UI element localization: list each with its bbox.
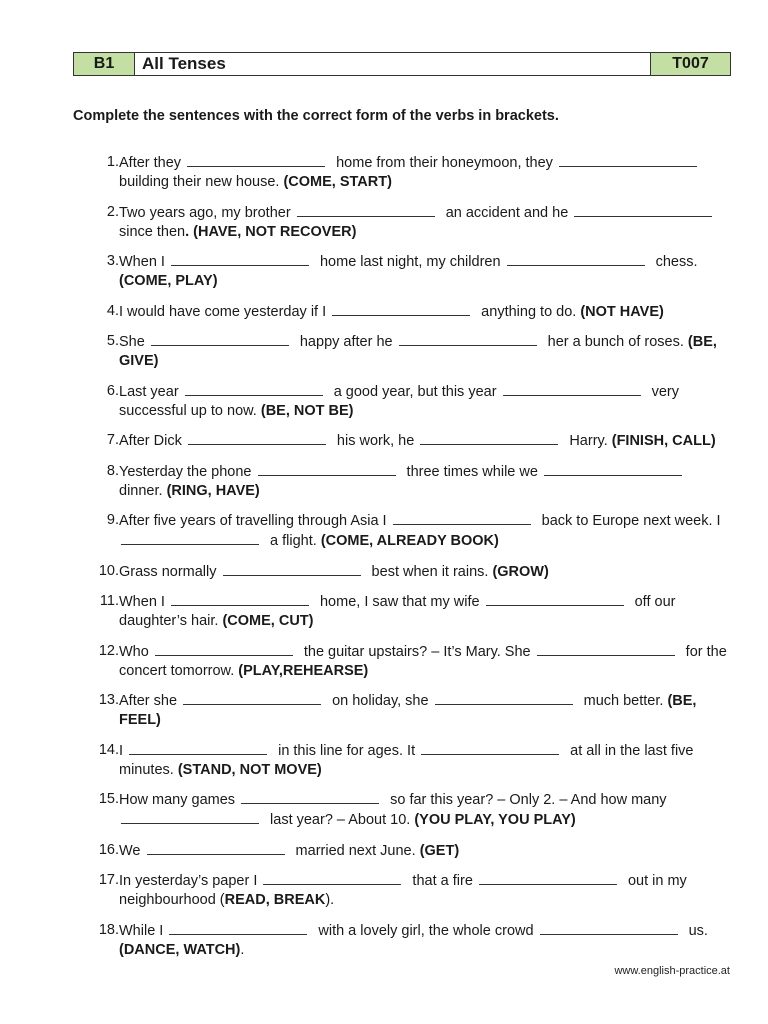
sentence-fragment: the guitar upstairs? – It’s Mary. She bbox=[299, 643, 535, 660]
sentence-fragment: After five years of travelling through Asia I bbox=[119, 513, 391, 529]
answer-blank[interactable] bbox=[297, 203, 435, 217]
sentence-fragment: How many games bbox=[119, 792, 240, 808]
sentence-end: . bbox=[240, 941, 245, 958]
exercise-item bbox=[0, 332, 768, 371]
exercise-item bbox=[0, 252, 768, 291]
answer-blank[interactable] bbox=[169, 921, 307, 935]
sentence-fragment: very successful up to now. bbox=[119, 383, 679, 419]
exercise-text bbox=[119, 790, 731, 830]
sentence-fragment: us. bbox=[684, 922, 708, 939]
sentence-fragment: I would have come yesterday if I bbox=[119, 303, 331, 320]
sentence-fragment: Harry. bbox=[565, 433, 612, 449]
answer-blank[interactable] bbox=[187, 153, 325, 167]
sentence-fragment: much better. bbox=[579, 693, 668, 709]
sentence-fragment: out in my neighbourhood ( bbox=[119, 873, 687, 908]
verb-hint: (COME, START) bbox=[283, 174, 392, 190]
answer-blank[interactable] bbox=[241, 790, 379, 804]
answer-blank[interactable] bbox=[393, 511, 531, 525]
sentence-fragment: After she bbox=[119, 693, 182, 709]
sentence-fragment: last year? – About 10. bbox=[266, 812, 415, 828]
title-cell: All Tenses bbox=[135, 53, 651, 75]
sentence-fragment: in this line for ages. It bbox=[274, 742, 420, 759]
answer-blank[interactable] bbox=[155, 642, 293, 656]
exercise-item bbox=[0, 153, 768, 192]
sentence-fragment: for the concert tomorrow. bbox=[119, 643, 727, 679]
exercise-item bbox=[0, 790, 768, 830]
exercise-item bbox=[0, 562, 768, 582]
answer-blank[interactable] bbox=[129, 741, 267, 755]
instructions: Complete the sentences with the correct form of the verbs in brackets. bbox=[73, 108, 559, 124]
answer-blank[interactable] bbox=[503, 382, 641, 396]
sentence-end: ). bbox=[325, 892, 335, 908]
exercise-text bbox=[119, 153, 731, 192]
exercise-item bbox=[0, 921, 768, 960]
answer-blank[interactable] bbox=[537, 642, 675, 656]
exercise-number: 16. bbox=[98, 841, 119, 858]
answer-blank[interactable] bbox=[507, 252, 645, 266]
answer-blank[interactable] bbox=[183, 691, 321, 705]
verb-hint: (GET) bbox=[419, 842, 460, 859]
sentence-fragment: on holiday, she bbox=[328, 693, 433, 709]
exercise-number: 12. bbox=[98, 642, 119, 659]
sentence-fragment: home from their honeymoon, they bbox=[332, 155, 557, 171]
verb-hint: (NOT HAVE) bbox=[580, 303, 664, 320]
sentence-fragment: best when it rains. bbox=[367, 563, 493, 580]
verb-hint: (BE, NOT BE) bbox=[260, 402, 354, 419]
exercise-item bbox=[0, 642, 768, 681]
exercise-text bbox=[119, 562, 731, 582]
exercise-text bbox=[119, 302, 731, 322]
exercise-text bbox=[119, 431, 731, 451]
exercise-text bbox=[119, 382, 731, 421]
sentence-fragment: After Dick bbox=[119, 433, 186, 449]
exercise-item bbox=[0, 592, 768, 631]
exercise-text bbox=[119, 203, 731, 242]
exercise-item bbox=[0, 302, 768, 322]
sentence-fragment: Two years ago, my brother bbox=[119, 204, 295, 221]
answer-blank[interactable] bbox=[479, 871, 617, 885]
level-cell: B1 bbox=[74, 53, 135, 75]
answer-blank[interactable] bbox=[151, 332, 289, 346]
exercise-number: 7. bbox=[106, 432, 119, 448]
sentence-fragment: chess. bbox=[651, 254, 698, 270]
sentence-fragment: that a fire bbox=[408, 873, 477, 889]
answer-blank[interactable] bbox=[559, 153, 697, 167]
exercise-text bbox=[119, 462, 731, 501]
answer-blank[interactable] bbox=[332, 302, 470, 316]
sentence-fragment: his work, he bbox=[332, 433, 419, 449]
exercise-text bbox=[119, 332, 731, 371]
verb-hint: (FINISH, CALL) bbox=[611, 433, 716, 449]
sentence-fragment: Who bbox=[119, 643, 153, 660]
exercise-text bbox=[119, 921, 731, 960]
exercise-text bbox=[119, 592, 731, 631]
exercise-text bbox=[119, 841, 731, 861]
exercise-number: 4. bbox=[106, 302, 119, 319]
exercise-item bbox=[0, 511, 768, 551]
sentence-fragment: happy after he bbox=[295, 334, 397, 350]
answer-blank[interactable] bbox=[421, 741, 559, 755]
exercise-text bbox=[119, 252, 731, 291]
answer-blank[interactable] bbox=[399, 332, 537, 346]
sentence-fragment: In yesterday’s paper I bbox=[119, 873, 262, 889]
sentence-fragment: Last year bbox=[119, 383, 183, 400]
exercise-number: 5. bbox=[106, 333, 119, 349]
sentence-fragment: home, I saw that my wife bbox=[315, 594, 484, 610]
exercise-number: 1. bbox=[106, 154, 119, 170]
sentence-fragment: Grass normally bbox=[119, 563, 221, 580]
exercise-item bbox=[0, 431, 768, 451]
answer-blank[interactable] bbox=[420, 431, 558, 445]
sentence-fragment: three times while we bbox=[402, 463, 542, 480]
sentence-fragment: an accident and he bbox=[441, 204, 573, 221]
verb-hint: (COME, PLAY) bbox=[119, 273, 218, 289]
verb-hint: (STAND, NOT MOVE) bbox=[177, 761, 322, 778]
sentence-fragment: We bbox=[119, 842, 145, 859]
exercise-number: 15. bbox=[98, 791, 119, 807]
exercise-number: 11. bbox=[99, 593, 119, 609]
answer-blank[interactable] bbox=[574, 203, 712, 217]
exercise-number: 6. bbox=[106, 382, 119, 399]
exercise-text bbox=[119, 642, 731, 681]
verb-hint: (RING, HAVE) bbox=[166, 482, 260, 499]
exercise-text bbox=[119, 871, 731, 910]
answer-blank[interactable] bbox=[540, 921, 678, 935]
sentence-fragment: After they bbox=[119, 155, 186, 171]
exercise-item bbox=[0, 741, 768, 780]
sentence-fragment: building their new house. bbox=[119, 174, 284, 190]
verb-hint: (COME, ALREADY BOOK) bbox=[320, 533, 499, 549]
sentence-fragment: her a bunch of roses. bbox=[543, 334, 688, 350]
answer-blank[interactable] bbox=[121, 810, 259, 824]
answer-blank[interactable] bbox=[188, 431, 326, 445]
exercise-item bbox=[0, 691, 768, 730]
answer-blank[interactable] bbox=[121, 531, 259, 545]
answer-blank[interactable] bbox=[263, 871, 401, 885]
answer-blank[interactable] bbox=[258, 462, 396, 476]
verb-hint: (PLAY,REHEARSE) bbox=[238, 662, 369, 679]
exercise-number: 9. bbox=[106, 512, 119, 528]
exercise-number: 8. bbox=[106, 462, 119, 479]
answer-blank[interactable] bbox=[185, 382, 323, 396]
sentence-fragment: married next June. bbox=[291, 842, 420, 859]
verb-hint: (BE, GIVE) bbox=[119, 334, 717, 369]
sentence-fragment: at all in the last five minutes. bbox=[119, 742, 694, 778]
verb-hint: (GROW) bbox=[492, 563, 549, 580]
sentence-fragment: home last night, my children bbox=[315, 254, 505, 270]
exercise-item bbox=[0, 841, 768, 861]
answer-blank[interactable] bbox=[171, 592, 309, 606]
sentence-fragment: so far this year? – Only 2. – And how many bbox=[386, 792, 667, 808]
exercise-number: 2. bbox=[106, 203, 119, 220]
sentence-fragment: off our daughter’s hair. bbox=[119, 594, 676, 629]
sentence-fragment: I bbox=[119, 742, 128, 759]
verb-hint: (BE, FEEL) bbox=[119, 693, 697, 728]
sentence-fragment: dinner. bbox=[119, 482, 167, 499]
answer-blank[interactable] bbox=[544, 462, 682, 476]
exercise-item bbox=[0, 382, 768, 421]
worksheet-header bbox=[73, 52, 731, 76]
answer-blank[interactable] bbox=[223, 562, 361, 576]
sentence-fragment: a good year, but this year bbox=[329, 383, 501, 400]
verb-hint: READ, BREAK bbox=[224, 892, 326, 908]
exercise-text bbox=[119, 511, 731, 551]
exercise-text bbox=[119, 741, 731, 780]
exercise-number: 17. bbox=[98, 872, 119, 888]
code-cell: T007 bbox=[651, 53, 730, 75]
sentence-fragment: a flight. bbox=[266, 533, 321, 549]
verb-hint: (YOU PLAY, YOU PLAY) bbox=[414, 812, 576, 828]
sentence-fragment: back to Europe next week. I bbox=[537, 513, 721, 529]
exercise-number: 3. bbox=[106, 253, 119, 269]
answer-blank[interactable] bbox=[435, 691, 573, 705]
exercise-number: 10. bbox=[98, 562, 119, 579]
exercise-item bbox=[0, 203, 768, 242]
verb-hint: (COME, CUT) bbox=[222, 613, 314, 629]
verb-hint: . (HAVE, NOT RECOVER) bbox=[185, 223, 357, 240]
sentence-fragment: While I bbox=[119, 922, 168, 939]
sentence-fragment: When I bbox=[119, 594, 169, 610]
answer-blank[interactable] bbox=[486, 592, 624, 606]
verb-hint: (DANCE, WATCH) bbox=[119, 941, 241, 958]
exercise-number: 14. bbox=[98, 741, 119, 758]
exercise-number: 18. bbox=[98, 921, 119, 938]
footer-url: www.english-practice.at bbox=[614, 965, 730, 977]
answer-blank[interactable] bbox=[171, 252, 309, 266]
sentence-fragment: She bbox=[119, 334, 149, 350]
exercise-item bbox=[0, 871, 768, 910]
exercise-text bbox=[119, 691, 731, 730]
sentence-fragment: anything to do. bbox=[477, 303, 581, 320]
exercise-list bbox=[0, 153, 768, 970]
exercise-number: 13. bbox=[98, 692, 119, 708]
sentence-fragment: with a lovely girl, the whole crowd bbox=[314, 922, 538, 939]
sentence-fragment: When I bbox=[119, 254, 169, 270]
sentence-fragment: since then bbox=[119, 223, 186, 240]
sentence-fragment: Yesterday the phone bbox=[119, 463, 256, 480]
answer-blank[interactable] bbox=[147, 841, 285, 855]
exercise-item bbox=[0, 462, 768, 501]
